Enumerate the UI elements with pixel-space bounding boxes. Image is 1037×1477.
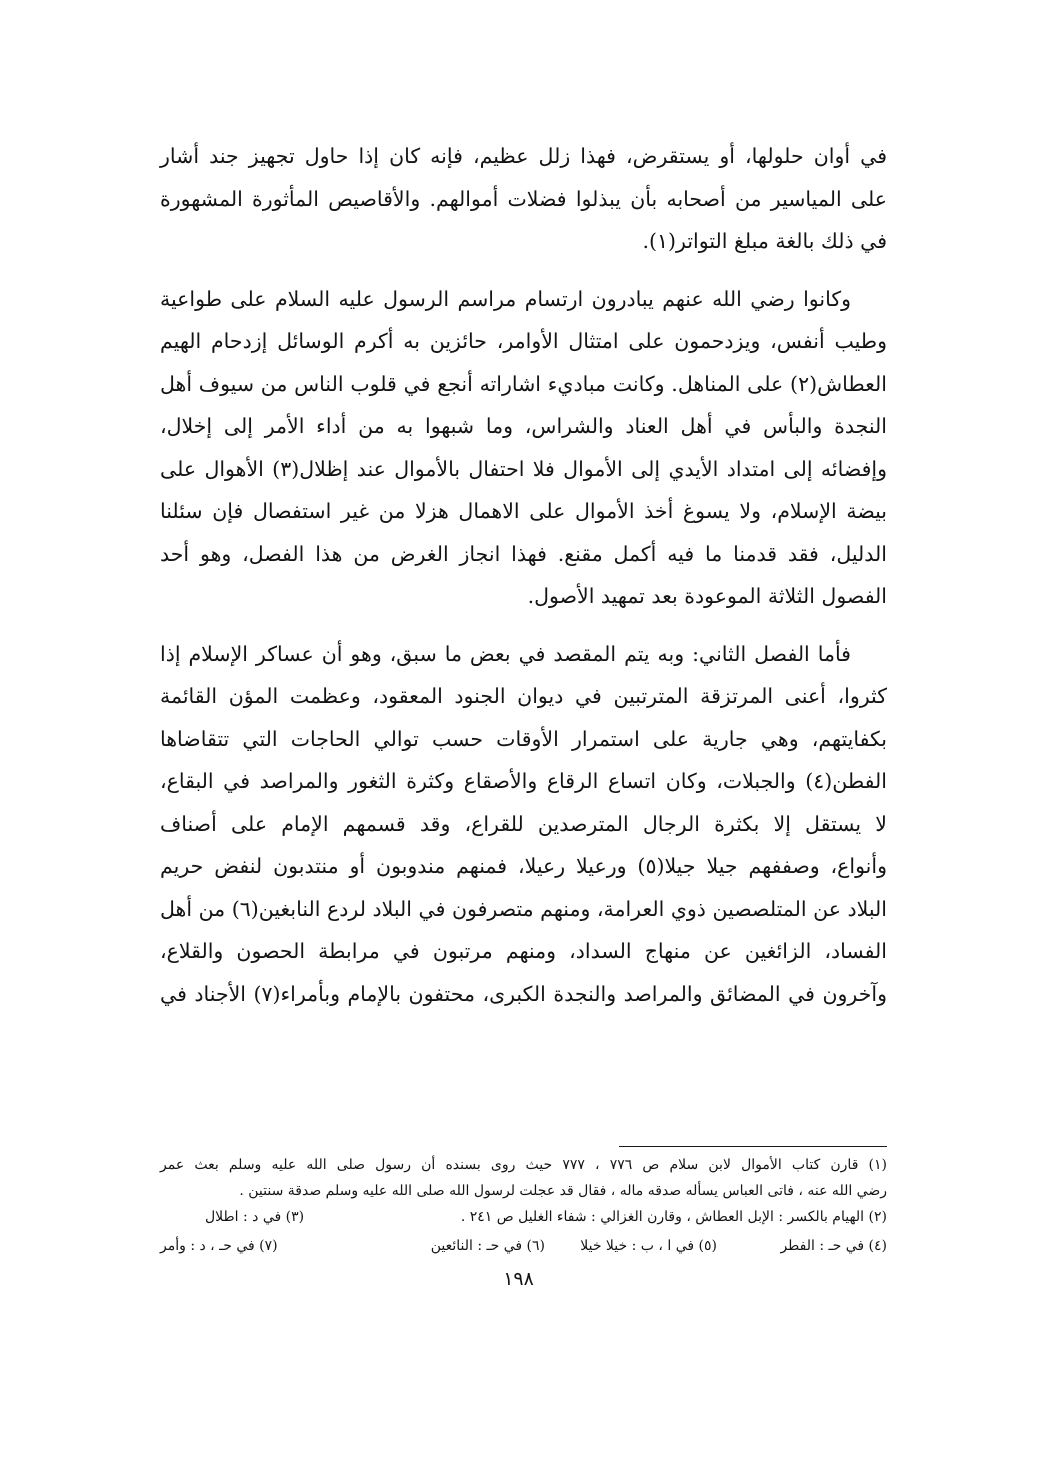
- paragraph: [160, 135, 887, 263]
- main-text: [160, 135, 887, 1015]
- footnote-row: [160, 1233, 887, 1262]
- text-line: على المياسير من أصحابه بأن يبذلوا فضلات أموالهم. والأقاصيص المأثورة المشهورة: [160, 186, 887, 211]
- footnotes: [160, 1152, 887, 1262]
- paragraph: [160, 278, 887, 618]
- text-line: وآخرون في المضائق والمراصد والنجدة الكبرى، محتفون بالإمام وبأمراء(٧) الأجناد في: [160, 981, 887, 1006]
- text-line: البلاد عن المتلصصين ذوي العرامة، ومنهم متصرفون في البلاد لردع النابغين(٦) من أهل: [160, 896, 887, 921]
- text-line: وطيب أنفس، ويزدحمون على امتثال الأوامر، حائزين به أكرم الوسائل إزدحام الهيم: [160, 329, 887, 353]
- text-line: الدليل، فقد قدمنا ما فيه أكمل مقنع. فهذا انجاز الغرض من هذا الفصل، وهو أحد: [160, 541, 887, 566]
- text-line: الفساد، الزائغين عن منهاج السداد، ومنهم مرتبون في مرابطة الحصون والقلاع،: [160, 939, 887, 963]
- footnote-7: (٧) في حـ ، د : وأمر: [160, 1238, 278, 1254]
- footnote-1: (١) قارن كتاب الأموال لابن سلام ص ٧٧٦ ، ٧٧٧ حيث روى بسنده أن رسول صلى الله عليه وسلم بعث عمر: [160, 1157, 888, 1173]
- text-line: في ذلك بالغة مبلغ التواتر(١).: [642, 229, 887, 253]
- text-line: وكانوا رضي الله عنهم يبادرون ارتسام مراسم الرسول عليه السلام على طواعية: [160, 286, 851, 311]
- footnote-1-continued: رضي الله عنه ، فاتى العباس يسأله صدقه ماله ، فقال قد عجلت لرسول الله صلى الله عليه وسلم صدقة سنتين .: [239, 1183, 887, 1199]
- footnote-3: (٣) في د : اطلال: [205, 1209, 305, 1225]
- footnote-6: (٦) في حـ : النائعين: [430, 1238, 545, 1254]
- text-line: كثروا، أعنى المرتزقة المترتبين في ديوان الجنود المعقود، وعظمت المؤن القائمة: [160, 684, 887, 708]
- text-line: الفطن(٤) والجبلات، وكان اتساع الرقاع والأصقاع وكثرة الثغور والمراصد في البقاع،: [160, 769, 887, 793]
- text-line: وإفضائه إلى امتداد الأيدي إلى الأموال فلا احتفال بالأموال عند إظلال(٣) الأهوال على: [160, 456, 887, 481]
- text-line: لا يستقل إلا بكثرة الرجال المترصدين للقراع، وقد قسمهم الإمام على أصناف: [160, 811, 887, 836]
- text-line: فأما الفصل الثاني: وبه يتم المقصد في بعض ما سبق، وهو أن عساكر الإسلام إذا: [160, 641, 851, 666]
- text-line: العطاش(٢) على المناهل. وكانت مباديء اشاراته أنجع في قلوب الناس من سيوف أهل: [160, 371, 887, 396]
- footnote-divider: [619, 1146, 887, 1147]
- footnote-4: (٤) في حـ : الفطر: [780, 1238, 887, 1254]
- page-number: ١٩٨: [503, 1268, 534, 1290]
- text-line: بكفايتهم، وهي جارية على استمرار الأوقات حسب توالي الحاجات التي تتقاضاها: [160, 726, 887, 751]
- text-line: الفصول الثلاثة الموعودة بعد تمهيد الأصول.: [527, 584, 887, 608]
- paragraph: [160, 633, 887, 1016]
- footnote-2: (٢) الهيام بالكسر : الإبل العطاش ، وقارن الغزالي : شفاء الغليل ص ٢٤١ .: [460, 1209, 887, 1225]
- footnote-5: (٥) في ا ، ب : خيلا خيلا: [580, 1238, 717, 1254]
- text-line: بيضة الإسلام، ولا يسوغ أخذ الأموال على الاهمال هزلا من غير استفصال فإن سئلنا: [160, 499, 887, 523]
- footnote-row: [160, 1204, 887, 1233]
- text-line: النجدة والبأس في أهل العناد والشراس، وما شبهوا به من أداء الأمر إلى إخلال،: [160, 414, 887, 438]
- text-line: في أوان حلولها، أو يستقرض، فهذا زلل عظيم، فإنه كان إذا حاول تجهيز جند أشار: [160, 144, 887, 168]
- text-line: وأنواع، وصففهم جيلا جيلا(٥) ورعيلا رعيلا، فمنهم مندوبون أو منتدبون لنفض حريم: [160, 854, 887, 878]
